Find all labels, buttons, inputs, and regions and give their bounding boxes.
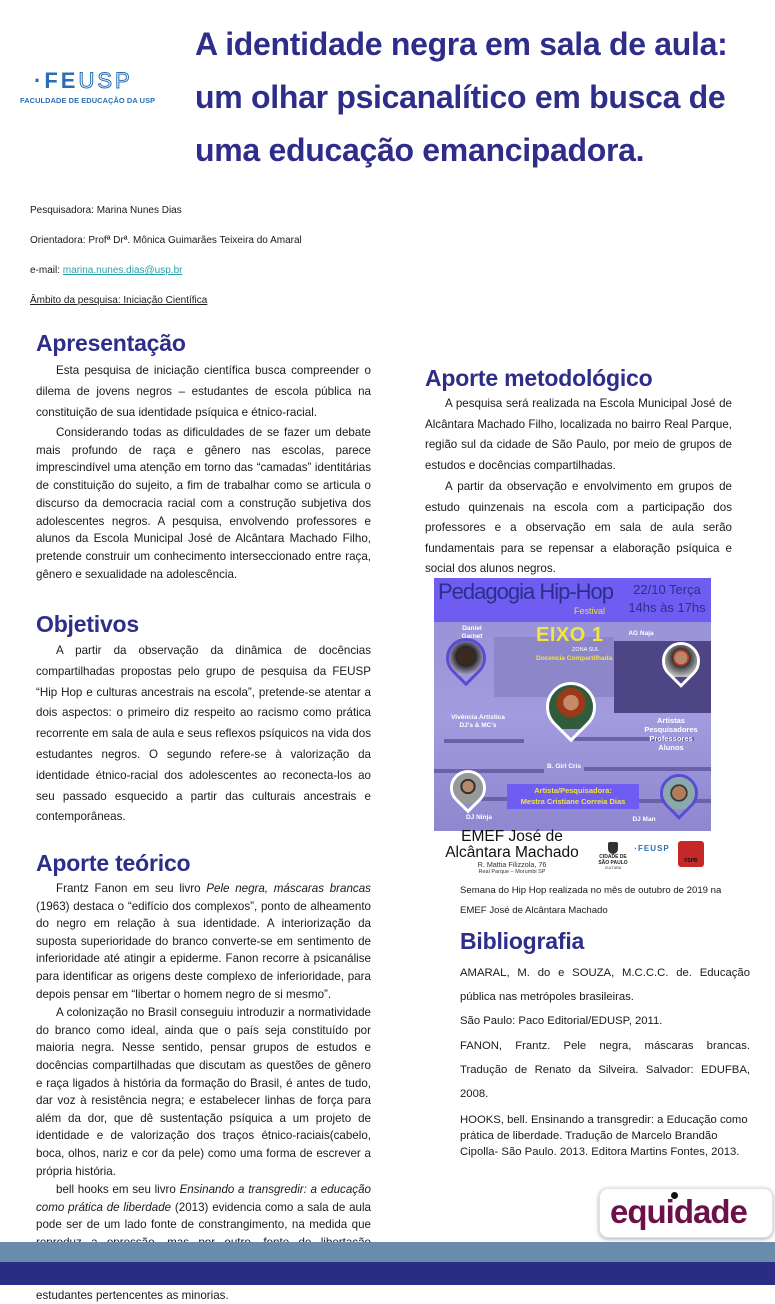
bib-entry: São Paulo: Paco Editorial/EDUSP, 2011. — [460, 1015, 663, 1028]
section-title: Apresentação — [36, 330, 186, 356]
paragraph: A pesquisa será realizada na Escola Municipal José de Alcântara Machado Filho, localizada no bairro Real Parque, região sul da cidade de São Paulo, por meio de grupos de estudos e docências compartilhadas. — [425, 397, 732, 472]
school-name-1: EMEF José de — [461, 828, 563, 845]
book-title: Ensinando a transgredir: a educação como prática de liberdade — [36, 1183, 371, 1214]
feusp-logo — [20, 68, 156, 105]
section-aporte-metodologico — [425, 365, 732, 580]
fspb-label: FSPB — [684, 858, 698, 864]
section-objetivos — [36, 611, 371, 828]
poster-time: 14hs às 17hs — [628, 600, 706, 615]
footer-band-dark — [0, 1262, 775, 1285]
feusp-logo-subtitle: FACULDADE DE EDUCAÇÃO DA USP — [20, 96, 156, 105]
poster-banner — [507, 784, 639, 809]
section-title: Aporte metodológico — [425, 365, 653, 391]
school-info — [432, 829, 592, 876]
paragraph — [36, 880, 371, 1003]
poster-artistas: Artistas Pesquisadores Professores Alunos — [644, 716, 698, 752]
research-scope: Âmbito da pesquisa: Iniciação Científica — [30, 295, 208, 306]
feusp-logo-mark-thin: USP — [78, 68, 133, 93]
banner-line1: Artista/Pesquisadora: — [534, 786, 612, 795]
section-apresentacao — [36, 330, 371, 583]
poster-date: 22/10 Terça — [633, 582, 701, 597]
school-name-2: Alcântara Machado — [445, 844, 579, 861]
book-title: Pele negra, máscaras brancas — [206, 882, 371, 895]
bib-entry: FANON, Frantz. Pele negra, máscaras brancas. Tradução de Renato da Silveira. Salvador: EDUFBA, 2008. — [460, 1039, 750, 1101]
equidade-logo — [599, 1188, 773, 1238]
section-title: Aporte teórico — [36, 850, 191, 876]
text: (1963) destaca o “edifício dos complexos”, ponto de alheamento do negro em relação à sua identidade. A interiorização da suposta superioridade do branco converte-se em sentimento de inferioridade até atingir a epiderme. Fanon recorre à psicanálise para identificar as origens deste complexo de inferioridade, para depois pensar em “libertar o homem negro de si mesmo”. — [36, 899, 371, 1001]
text: Frantz Fanon em seu livro — [56, 882, 207, 895]
section-aporte-teorico — [36, 850, 371, 1304]
school-address: R. Mattia Filizzola, 76 — [477, 860, 547, 869]
section-title: Bibliografia — [460, 928, 585, 954]
pin-label: B. Girl Cris — [547, 763, 581, 770]
poster-caption: Semana do Hip Hop realizada no mês de outubro de 2019 na EMEF José de Alcântara Machado — [460, 885, 722, 916]
paragraph: Considerando todas as dificuldades de se fazer um debate mais profundo de raça e gênero nas escolas, parece imprescindível uma atenção em torno das “camadas” identitárias de constituição do sujeito, a fim de trabalhar como se articula o discurso da democracia racial com a construção subjetiva dos adolescentes negros. A pesquisa, envolvendo professores e alunos da Escola Municipal José de Alcântara Machado Filho, pretende construir um conhecimento interseccionado entre raça, gênero e sexualidade na adolescência. — [36, 426, 371, 581]
text: (2013) evidencia como a sala de aula pode ser de um lado fonte de constrangimento, na medida que estudantes pertencentes as minorias. — [36, 1200, 371, 1302]
poster-docencia: Docencia Compartilhada — [536, 655, 613, 662]
city-crest-icon — [608, 842, 618, 854]
email-line — [30, 260, 302, 290]
researcher: Pesquisadora: Marina Nunes Dias — [30, 205, 182, 216]
poster-vivencia: Vivência Artística DJ's & MC's — [451, 714, 505, 729]
poster-header — [434, 578, 711, 622]
feusp-logo-mark-bold: ·FE — [34, 68, 79, 93]
section-title: Objetivos — [36, 611, 140, 637]
poster-zona: ZONA SUL — [572, 647, 600, 653]
footer-band-light — [0, 1242, 775, 1262]
email-label: e-mail: — [30, 265, 63, 276]
pin-label: DJ Man — [632, 816, 656, 823]
advisor: Orientadora: Profª Drª. Mônica Guimarães Teixeira do Amaral — [30, 235, 302, 246]
text: bell hooks em seu livro — [56, 1183, 180, 1197]
fspb-logo — [678, 841, 704, 867]
school-district: Real Parque – Morumbi SP — [478, 869, 546, 875]
paragraph: Esta pesquisa de iniciação científica busca compreender o dilema de jovens negros – estudantes de escola pública na constituição de sua identidade psíquica e étnico-racial. — [36, 364, 371, 419]
cidade-label: CIDADE DE SÃO PAULO — [598, 854, 628, 866]
pin-label: DJ Ninja — [465, 814, 492, 821]
banner-line2: Mestra Cristiane Correia Dias — [520, 797, 626, 806]
poster-eixo: EIXO 1 — [536, 624, 604, 646]
email-link[interactable]: marina.nunes.dias@usp.br — [62, 265, 183, 276]
bib-entry: AMARAL, M. do e SOUZA, M.C.C.C. de. Educação pública nas metrópoles brasileiras. — [460, 967, 750, 1004]
feusp-small-logo: ·FEUSP — [634, 844, 670, 853]
poster-title: Pedagogia Hip-Hop — [438, 579, 614, 604]
pin-label: AG Naja — [628, 630, 654, 637]
bib-entry: HOOKS, bell. Ensinando a transgredir: a Educação como prática de liberdade. Tradução de Marcelo Brandão Cipolla- São Paulo. 2013. Editora Martins Fontes, 2013. — [460, 1114, 748, 1159]
section-bibliografia — [460, 928, 750, 1160]
poster-datetime — [624, 581, 710, 617]
page-title: A identidade negra em sala de aula: um olhar psicanalítico em busca de uma educação emancipadora. — [195, 26, 728, 168]
author-info — [30, 200, 302, 320]
cultura-label: CULTURA — [604, 866, 622, 870]
desk — [444, 739, 524, 743]
paragraph: A partir da observação da dinâmica de docências compartilhadas propostas pelo grupo de pesquisa da FEUSP “Hip Hop e culturas ancestrais na escola”, pretende-se atentar a dois aspectos: o primeiro diz respeito ao racismo como prática recorrente em sala de aula e seus reflexos psíquicos na vida dos estudantes negros. O segundo refere-se à valorização da identidade étnico-racial dos adolescentes ao reconecta-los ao seu passado esquecido a partir das culturais ancestrais e contemporâneas. — [36, 644, 371, 824]
equidade-logo-text: equidade — [610, 1193, 747, 1230]
event-poster-image — [434, 578, 711, 831]
cidade-sao-paulo-logo — [598, 842, 628, 872]
desk — [584, 767, 711, 771]
poster-festival: Festival — [574, 606, 606, 616]
paragraph: A colonização no Brasil conseguiu introduzir a normatividade do branco como ideal, ainda que o país seja constituído por maioria negra. Nesse sentido, pensar grupos de estudos e docências compartilhadas que discutam as questões de gênero e raça ligados à história da formação do Brasil, é antes de tudo, dar voz à resistência negra; e estabelecer linhas de força para além da dor, que dê sustentação psíquica a um projeto de identidade e de valorização dos traços étnico-raciais(cabelo, boca, olhos, nariz e cor da pele) como uma forma de escrever a própria história. — [36, 1006, 371, 1178]
paragraph: A partir da observação e envolvimento em grupos de estudo quinzenais na escola com a participação dos professores e a observação em sala de aula serão fundamentais para se repensar a elaboração psíquica e social dos alunos negros. — [425, 480, 732, 575]
pin-label: Daniel Garnet — [461, 625, 483, 640]
desk — [434, 769, 544, 773]
